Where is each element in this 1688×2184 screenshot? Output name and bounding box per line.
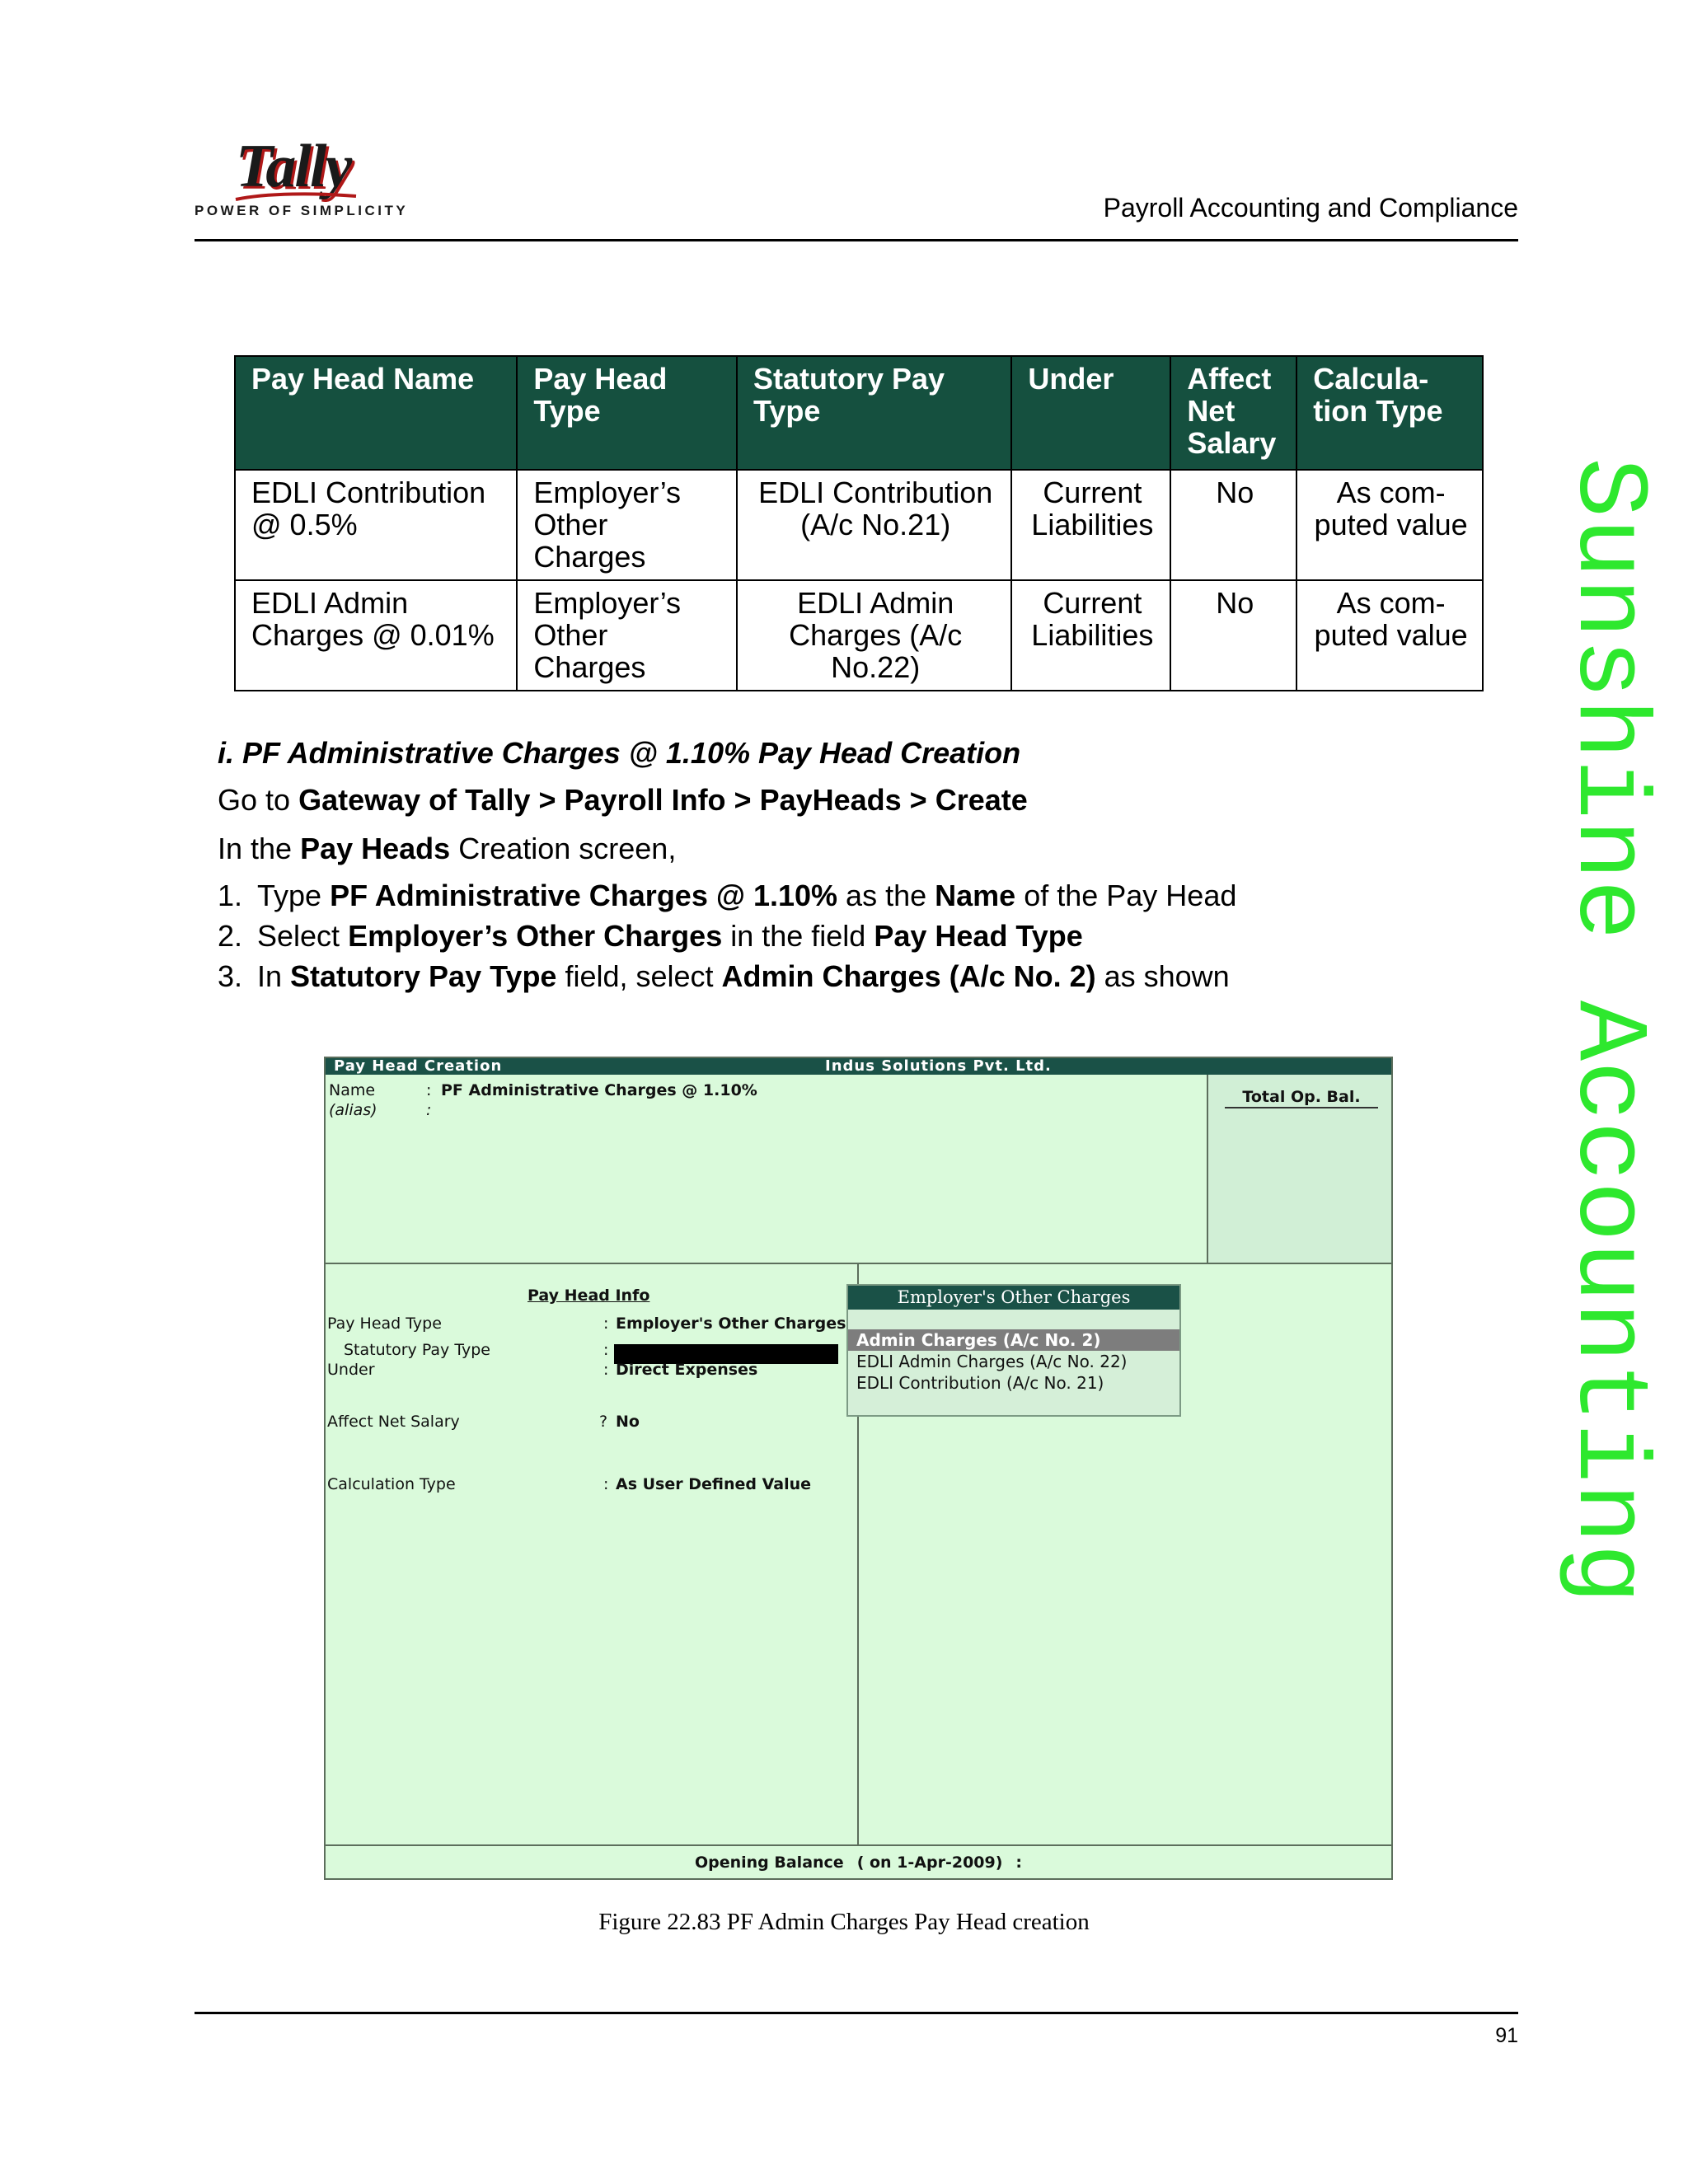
employer-other-charges-popup [846, 1284, 1181, 1417]
field-colon: : [603, 1341, 609, 1359]
pay-head-type-label: Pay Head Type [327, 1315, 442, 1333]
name-value[interactable]: PF Administrative Charges @ 1.10% [441, 1081, 757, 1099]
pay-head-type-value[interactable]: Employer's Other Charges [616, 1315, 846, 1333]
section-heading: i. PF Administrative Charges @ 1.10% Pay Head Creation [218, 736, 1021, 770]
opening-balance-footer[interactable] [326, 1846, 1391, 1880]
column-header: Affect Net Salary [1170, 356, 1296, 470]
step-text: Type [257, 879, 331, 912]
step-item [218, 959, 1236, 1000]
affect-net-salary-value[interactable]: No [616, 1413, 640, 1431]
popup-item-admin-charges[interactable]: Admin Charges (A/c No. 2) [848, 1329, 1179, 1351]
cell-pay-head-name: EDLI Admin Charges @ 0.01% [235, 580, 517, 691]
cell-statutory-pay-type: EDLI Admin Charges (A/c No.22) [737, 580, 1011, 691]
step-text: field, select [556, 959, 722, 993]
step-number: 2. [218, 919, 243, 953]
cell-statutory-pay-type: EDLI Contribution (A/c No.21) [737, 470, 1011, 580]
step-item [218, 919, 1236, 959]
screen-titlebar [326, 1058, 1391, 1075]
under-label: Under [327, 1361, 375, 1379]
cell-pay-head-type: Employer’s Other Charges [517, 580, 737, 691]
step-emphasis: Name [935, 879, 1016, 912]
pay-head-table [234, 355, 1484, 691]
affect-net-salary-label: Affect Net Salary [327, 1413, 460, 1431]
name-field-row[interactable] [329, 1081, 757, 1099]
statutory-pay-type-label: Statutory Pay Type [344, 1341, 490, 1359]
column-header: Pay Head Type [517, 356, 737, 470]
intro-instruction [218, 832, 676, 866]
cell-calculation-type: As com-puted value [1296, 580, 1483, 691]
cell-affect-net-salary: No [1170, 470, 1296, 580]
intro-suffix: Creation screen, [450, 832, 677, 865]
cell-under: Current Liabilities [1011, 470, 1170, 580]
total-op-bal-label: Total Op. Bal. [1225, 1088, 1378, 1108]
column-header: Calcula-tion Type [1296, 356, 1483, 470]
cell-calculation-type: As com-puted value [1296, 470, 1483, 580]
screen-title: Pay Head Creation [334, 1057, 503, 1075]
opening-balance-date: ( on 1-Apr-2009) [856, 1854, 1003, 1872]
logo-wordmark: Tally [236, 133, 351, 200]
step-item [218, 879, 1236, 919]
calculation-type-label: Calculation Type [327, 1475, 456, 1493]
popup-title: Employer's Other Charges [848, 1286, 1179, 1310]
watermark-text: Sunshine Accounting [1550, 457, 1665, 1605]
column-header: Pay Head Name [235, 356, 517, 470]
watermark [1550, 457, 1665, 1718]
goto-instruction [218, 783, 1028, 818]
step-text: of the Pay Head [1015, 879, 1237, 912]
alias-label: (alias) [329, 1101, 377, 1119]
table-row [235, 580, 1483, 691]
tally-logo [195, 132, 409, 223]
table-row [235, 470, 1483, 580]
company-name: Indus Solutions Pvt. Ltd. [825, 1057, 1052, 1075]
calculation-type-value[interactable]: As User Defined Value [616, 1475, 812, 1493]
intro-prefix: In the [218, 832, 301, 865]
cell-under: Current Liabilities [1011, 580, 1170, 691]
step-emphasis: Admin Charges (A/c No. 2) [721, 959, 1096, 993]
opening-balance-label: Opening Balance [694, 1854, 844, 1872]
cell-affect-net-salary: No [1170, 580, 1296, 691]
header-divider [195, 239, 1518, 241]
field-colon: : [603, 1361, 609, 1379]
step-emphasis: Employer’s Other Charges [348, 919, 723, 953]
field-colon: : [603, 1475, 609, 1493]
under-value[interactable]: Direct Expenses [616, 1361, 758, 1379]
opening-balance-colon: : [1015, 1854, 1023, 1872]
cell-pay-head-type: Employer’s Other Charges [517, 470, 737, 580]
name-label: Name [329, 1081, 376, 1099]
figure-caption: Figure 22.83 PF Admin Charges Pay Head creation [598, 1909, 1090, 1935]
name-colon: : [426, 1081, 432, 1099]
step-text: as the [837, 879, 935, 912]
pay-head-creation-screen [324, 1057, 1393, 1880]
alias-field-row[interactable] [329, 1101, 441, 1119]
steps-list [218, 879, 1236, 1000]
pay-head-info-heading: Pay Head Info [528, 1286, 650, 1305]
step-emphasis: Statutory Pay Type [290, 959, 557, 993]
total-opening-balance-panel [1207, 1075, 1393, 1263]
step-text: In [257, 959, 291, 993]
step-number: 1. [218, 879, 243, 912]
step-emphasis: PF Administrative Charges @ 1.10% [330, 879, 838, 912]
step-text: as shown [1095, 959, 1230, 993]
header-section-title: Payroll Accounting and Compliance [1103, 193, 1518, 223]
intro-bold: Pay Heads [300, 832, 451, 865]
popup-item-edli-admin-charges[interactable]: EDLI Admin Charges (A/c No. 22) [856, 1352, 1128, 1371]
cell-pay-head-name: EDLI Contribution @ 0.5% [235, 470, 517, 580]
logo-swoosh-icon [234, 191, 358, 203]
field-question: ? [599, 1413, 608, 1431]
footer-rule [195, 2012, 1518, 2014]
step-text: Select [257, 919, 349, 953]
popup-item-edli-contribution[interactable]: EDLI Contribution (A/c No. 21) [856, 1373, 1104, 1393]
alias-colon: : [426, 1101, 432, 1119]
step-emphasis: Pay Head Type [874, 919, 1083, 953]
page-number: 91 [1495, 2024, 1518, 2047]
step-number: 3. [218, 959, 243, 993]
goto-path: Gateway of Tally > Payroll Info > PayHeads > Create [298, 783, 1028, 817]
column-header: Statutory Pay Type [737, 356, 1011, 470]
logo-tagline: POWER OF SIMPLICITY [195, 203, 409, 218]
step-text: in the field [722, 919, 874, 953]
table-header-row [235, 356, 1483, 470]
field-colon: : [603, 1315, 609, 1333]
goto-prefix: Go to [218, 783, 299, 817]
column-header: Under [1011, 356, 1170, 470]
